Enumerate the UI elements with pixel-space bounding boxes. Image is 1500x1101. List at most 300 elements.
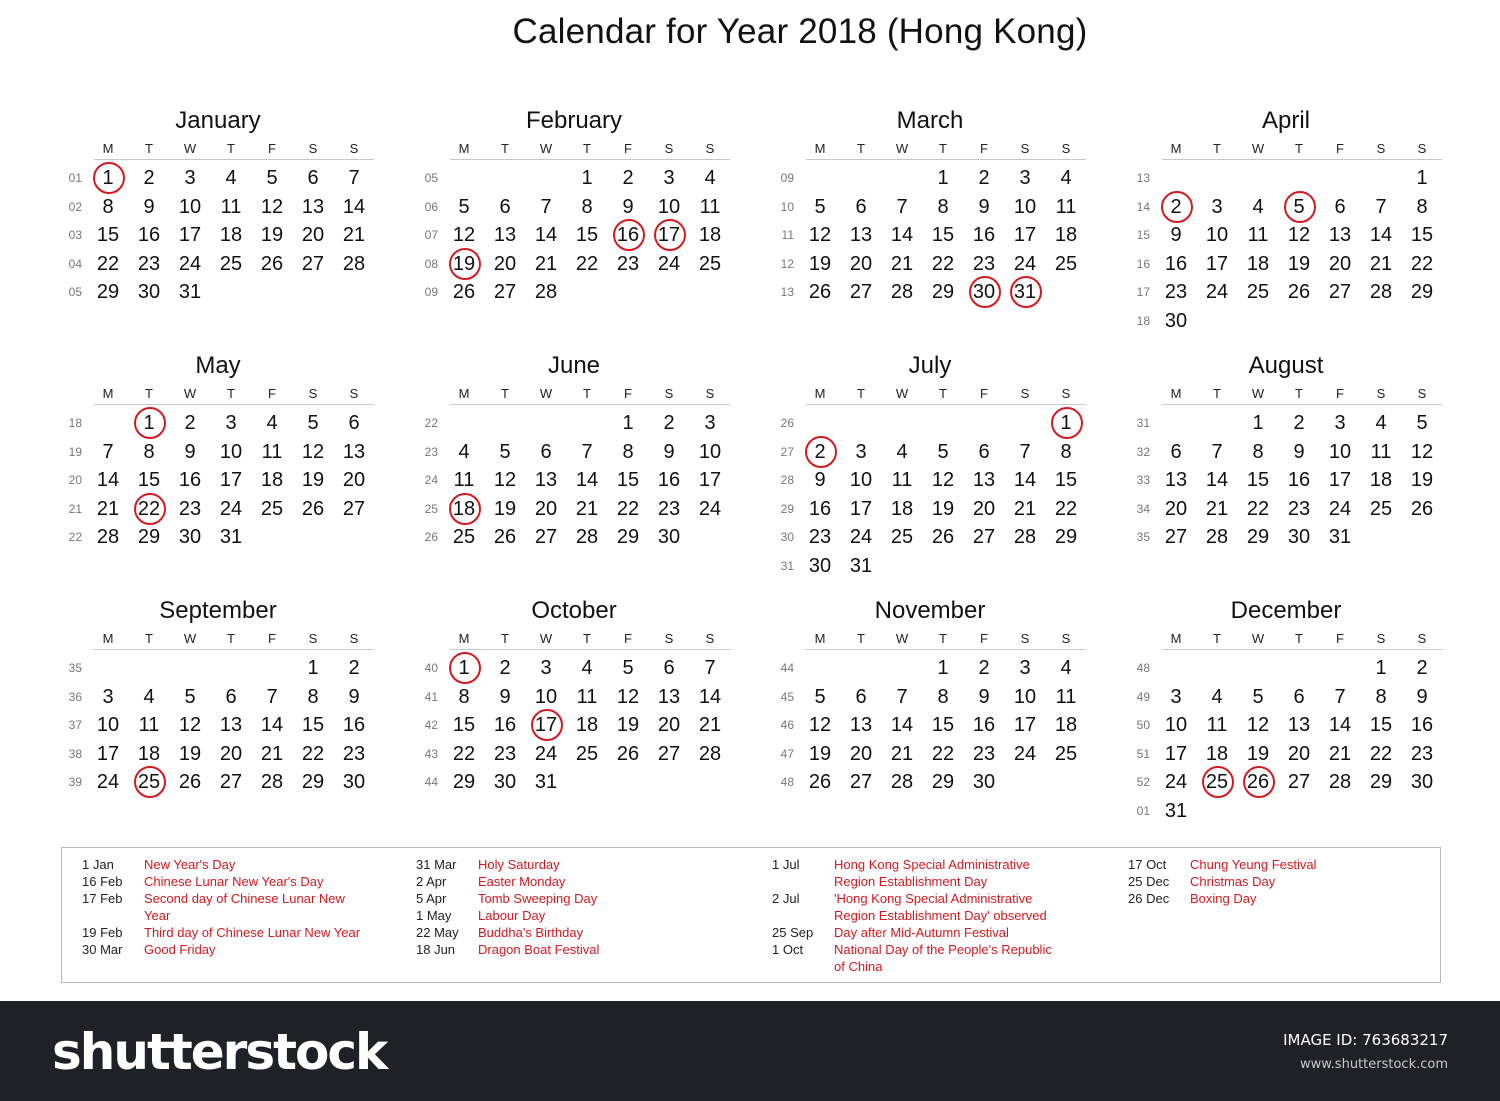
day-cell: 8 (581, 195, 593, 218)
day-cell: 4 (704, 167, 716, 189)
day-cell: 19 (1410, 469, 1434, 492)
week-number: 44 (424, 775, 438, 790)
day-cell: 28 (260, 771, 284, 794)
day-cell: 16 (972, 714, 996, 737)
week-number: 05 (424, 171, 438, 185)
month-march (770, 108, 1090, 348)
month-october (414, 598, 734, 838)
week-number: 08 (424, 256, 438, 271)
weekday-header: T (501, 631, 509, 646)
day-cell: 12 (1287, 224, 1311, 247)
day-cell: 28 (698, 742, 722, 765)
day-cell: 6 (225, 685, 237, 708)
holiday-day-cell: 22 (131, 495, 167, 523)
day-cell: 1 (622, 412, 634, 434)
legend-date: 18 Jun (416, 942, 456, 957)
legend-holiday-name: Hong Kong Special Administrative (834, 857, 1030, 872)
weekday-header: M (458, 141, 470, 156)
header-rule (450, 404, 730, 405)
weekday-header: F (1336, 386, 1344, 401)
day-cell: 28 (1205, 526, 1229, 549)
month-name: March (896, 107, 964, 134)
day-cell: 5 (622, 657, 634, 679)
weekday-header: T (939, 386, 947, 401)
weekday-header: S (349, 141, 359, 156)
day-cell: 15 (1054, 469, 1078, 492)
week-number: 22 (424, 416, 438, 430)
day-cell: 2 (499, 657, 511, 679)
day-cell: 20 (1287, 742, 1311, 765)
week-number: 07 (424, 228, 438, 243)
weekday-header: S (1376, 631, 1386, 646)
legend-date: 26 Dec (1128, 891, 1170, 906)
weekday-header: S (1020, 386, 1030, 401)
week-number: 02 (68, 199, 82, 214)
day-cell: 17 (96, 742, 120, 765)
day-cell: 27 (972, 526, 996, 549)
weekday-header: W (539, 386, 553, 401)
day-cell: 5 (307, 412, 319, 434)
month-name: June (547, 352, 601, 379)
week-number: 05 (68, 285, 82, 300)
weekday-header: S (664, 386, 674, 401)
day-cell: 1 (937, 657, 949, 679)
week-number: 28 (780, 473, 794, 488)
day-cell: 7 (1019, 440, 1031, 463)
day-cell: 11 (1247, 224, 1269, 247)
day-cell: 10 (698, 440, 722, 463)
weekday-header: S (349, 631, 359, 646)
day-cell: 5 (1252, 685, 1264, 708)
day-cell: 30 (1287, 526, 1311, 549)
day-cell: 27 (493, 281, 517, 304)
day-cell: 31 (1328, 526, 1352, 549)
day-cell: 26 (808, 281, 832, 304)
day-cell: 18 (890, 497, 914, 520)
weekday-header: T (227, 386, 235, 401)
weekday-header: T (1295, 386, 1303, 401)
day-cell: 22 (575, 252, 599, 275)
day-cell: 3 (102, 685, 114, 708)
day-cell: 20 (657, 714, 681, 737)
day-cell: 10 (1013, 685, 1037, 708)
weekday-header: S (1417, 141, 1427, 156)
week-number: 41 (424, 689, 438, 704)
day-cell: 24 (534, 742, 558, 765)
day-cell: 28 (1369, 281, 1393, 304)
day-cell: 23 (808, 526, 832, 549)
legend-date: 5 Apr (416, 891, 447, 906)
day-cell: 11 (1055, 685, 1077, 708)
day-cell: 18 (1369, 469, 1393, 492)
day-cell: 6 (499, 195, 511, 218)
legend-holiday-name: Easter Monday (478, 874, 566, 889)
day-cell: 19 (301, 469, 325, 492)
day-cell: 25 (1054, 742, 1078, 765)
holiday-day-cell: 19 (446, 250, 482, 278)
day-cell: 14 (890, 224, 914, 247)
day-cell: 8 (937, 195, 949, 218)
day-cell: 20 (972, 497, 996, 520)
holiday-day-cell: 2 (1158, 193, 1194, 221)
weekday-header: S (1061, 141, 1071, 156)
day-cell: 7 (704, 657, 716, 679)
weekday-header: T (939, 141, 947, 156)
day-cell: 3 (663, 167, 675, 189)
day-cell: 2 (143, 167, 155, 189)
week-number: 31 (1136, 416, 1150, 430)
day-cell: 25 (698, 252, 722, 275)
day-cell: 17 (1205, 252, 1229, 275)
day-cell: 18 (260, 469, 284, 492)
week-number: 11 (781, 228, 794, 243)
legend-date: 16 Feb (82, 874, 123, 889)
day-cell: 28 (890, 281, 914, 304)
day-cell: 6 (1293, 685, 1305, 708)
week-number: 45 (780, 689, 794, 704)
day-cell: 6 (978, 440, 990, 463)
day-cell: 22 (931, 252, 955, 275)
day-cell: 6 (855, 195, 867, 218)
day-cell: 19 (808, 252, 832, 275)
day-cell: 10 (178, 195, 202, 218)
day-cell: 22 (931, 742, 955, 765)
holiday-day-cell: 25 (1199, 768, 1235, 796)
day-cell: 24 (178, 252, 202, 275)
day-cell: 13 (972, 469, 996, 492)
day-cell: 5 (184, 685, 196, 708)
day-cell: 14 (96, 469, 120, 492)
weekday-header: S (1376, 386, 1386, 401)
month-name: April (1261, 107, 1310, 134)
day-cell: 23 (972, 252, 996, 275)
month-name: January (175, 107, 261, 134)
weekday-header: M (102, 141, 114, 156)
footer-bar (0, 1001, 1500, 1101)
day-cell: 7 (896, 195, 908, 218)
day-cell: 11 (261, 440, 283, 463)
day-cell: 4 (1375, 412, 1387, 434)
week-number: 42 (424, 718, 438, 733)
day-cell: 9 (814, 469, 826, 492)
day-cell: 13 (493, 224, 517, 247)
weekday-header: T (857, 141, 865, 156)
month-september (58, 598, 378, 838)
day-cell: 19 (616, 714, 640, 737)
month-july (770, 353, 1090, 593)
day-cell: 30 (178, 526, 202, 549)
day-cell: 9 (663, 440, 675, 463)
day-cell: 14 (342, 195, 366, 218)
day-cell: 18 (575, 714, 599, 737)
day-cell: 26 (1410, 497, 1434, 520)
weekday-header: W (183, 631, 197, 646)
day-cell: 27 (657, 742, 681, 765)
week-number: 48 (1136, 661, 1150, 675)
day-cell: 9 (1293, 440, 1305, 463)
day-cell: 3 (1334, 412, 1346, 434)
day-cell: 18 (1054, 714, 1078, 737)
holiday-day-cell: 1 (1048, 409, 1084, 437)
week-number: 20 (68, 473, 82, 488)
week-number: 06 (424, 199, 438, 214)
day-cell: 17 (698, 469, 722, 492)
weekday-header: F (624, 141, 632, 156)
day-cell: 31 (534, 771, 558, 794)
day-cell: 8 (1416, 195, 1428, 218)
day-cell: 5 (814, 195, 826, 218)
day-cell: 8 (937, 685, 949, 708)
month-november (770, 598, 1090, 838)
day-cell: 4 (1252, 195, 1264, 218)
week-number: 17 (1136, 285, 1150, 300)
weekday-header: W (895, 141, 909, 156)
day-cell: 2 (1416, 657, 1428, 679)
legend-holiday-name: Christmas Day (1190, 874, 1276, 889)
day-cell: 15 (301, 714, 325, 737)
weekday-header: M (102, 631, 114, 646)
day-cell: 8 (102, 195, 114, 218)
day-cell: 4 (896, 440, 908, 463)
month-june (414, 353, 734, 593)
holiday-day-cell: 5 (1281, 193, 1317, 221)
day-cell: 27 (342, 497, 366, 520)
weekday-header: T (857, 631, 865, 646)
week-number: 26 (780, 416, 794, 430)
day-cell: 21 (342, 224, 366, 247)
day-cell: 16 (808, 497, 832, 520)
day-cell: 13 (849, 714, 873, 737)
day-cell: 12 (452, 224, 476, 247)
day-cell: 16 (342, 714, 366, 737)
day-cell: 29 (616, 526, 640, 549)
week-number: 43 (424, 746, 438, 761)
day-cell: 18 (698, 224, 722, 247)
day-cell: 29 (1246, 526, 1270, 549)
weekday-header: M (1170, 141, 1182, 156)
month-name: May (195, 352, 241, 379)
day-cell: 19 (1287, 252, 1311, 275)
month-april (1126, 108, 1446, 348)
day-cell: 26 (931, 526, 955, 549)
day-cell: 2 (978, 167, 990, 189)
day-cell: 24 (1013, 742, 1037, 765)
day-cell: 14 (1328, 714, 1352, 737)
day-cell: 12 (260, 195, 284, 218)
legend-holiday-name: Good Friday (144, 942, 216, 957)
day-cell: 22 (452, 742, 476, 765)
holiday-day-cell: 2 (802, 438, 838, 466)
day-cell: 3 (184, 167, 196, 189)
weekday-header: W (539, 631, 553, 646)
day-cell: 6 (307, 167, 319, 189)
weekday-header: W (1251, 141, 1265, 156)
day-cell: 24 (1328, 497, 1352, 520)
day-cell: 10 (1164, 714, 1188, 737)
day-cell: 7 (581, 440, 593, 463)
day-cell: 5 (499, 440, 511, 463)
day-cell: 29 (1054, 526, 1078, 549)
day-cell: 4 (266, 412, 278, 434)
month-name: July (908, 352, 952, 379)
legend-holiday-name: Boxing Day (1190, 891, 1257, 906)
day-cell: 19 (1246, 742, 1270, 765)
week-number: 21 (68, 501, 82, 516)
day-cell: 14 (575, 469, 599, 492)
day-cell: 15 (137, 469, 161, 492)
weekday-header: T (1213, 386, 1221, 401)
day-cell: 31 (219, 526, 243, 549)
day-cell: 24 (96, 771, 120, 794)
day-cell: 7 (266, 685, 278, 708)
weekday-header: W (183, 386, 197, 401)
legend-date: 25 Sep (772, 925, 814, 940)
header-rule (1162, 159, 1442, 160)
day-cell: 15 (616, 469, 640, 492)
brand-logo: shutterstock (52, 1023, 387, 1081)
day-cell: 20 (493, 252, 517, 275)
day-cell: 26 (260, 252, 284, 275)
day-cell: 26 (616, 742, 640, 765)
day-cell: 11 (576, 685, 598, 708)
day-cell: 17 (1164, 742, 1188, 765)
header-rule (1162, 404, 1442, 405)
weekday-header: T (227, 141, 235, 156)
day-cell: 15 (1410, 224, 1434, 247)
day-cell: 13 (849, 224, 873, 247)
day-cell: 13 (301, 195, 325, 218)
weekday-header: M (814, 386, 826, 401)
day-cell: 12 (931, 469, 955, 492)
day-cell: 22 (1246, 497, 1270, 520)
weekday-header: S (308, 386, 318, 401)
day-cell: 13 (1287, 714, 1311, 737)
week-number: 47 (780, 746, 794, 761)
day-cell: 17 (178, 224, 202, 247)
day-cell: 9 (348, 685, 360, 708)
month-december (1126, 598, 1446, 838)
day-cell: 24 (1205, 281, 1229, 304)
month-february (414, 108, 734, 348)
day-cell: 16 (493, 714, 517, 737)
day-cell: 20 (1164, 497, 1188, 520)
weekday-header: F (624, 386, 632, 401)
day-cell: 3 (704, 412, 716, 434)
day-cell: 17 (219, 469, 243, 492)
week-number: 09 (424, 285, 438, 300)
day-cell: 6 (540, 440, 552, 463)
day-cell: 26 (1287, 281, 1311, 304)
day-cell: 2 (184, 412, 196, 434)
day-cell: 14 (1205, 469, 1229, 492)
day-cell: 2 (978, 657, 990, 679)
legend-holiday-name: Labour Day (478, 908, 546, 923)
day-cell: 24 (849, 526, 873, 549)
day-cell: 28 (575, 526, 599, 549)
day-cell: 22 (616, 497, 640, 520)
legend-holiday-name: Second day of Chinese Lunar New (144, 891, 345, 906)
day-cell: 14 (260, 714, 284, 737)
day-cell: 15 (931, 224, 955, 247)
day-cell: 29 (931, 771, 955, 794)
day-cell: 25 (575, 742, 599, 765)
weekday-header: F (268, 386, 276, 401)
day-cell: 20 (301, 224, 325, 247)
day-cell: 1 (1375, 657, 1387, 679)
day-cell: 27 (1287, 771, 1311, 794)
day-cell: 30 (137, 281, 161, 304)
weekday-header: T (939, 631, 947, 646)
day-cell: 23 (342, 742, 366, 765)
header-rule (806, 404, 1086, 405)
day-cell: 4 (143, 685, 155, 708)
holiday-day-cell: 18 (446, 495, 482, 523)
day-cell: 11 (699, 195, 721, 218)
day-cell: 1 (1252, 412, 1264, 434)
holiday-day-cell: 16 (610, 221, 646, 249)
day-cell: 12 (178, 714, 202, 737)
weekday-header: M (814, 141, 826, 156)
day-cell: 11 (1055, 195, 1077, 218)
weekday-header: S (1020, 141, 1030, 156)
header-rule (450, 649, 730, 650)
site-url: www.shutterstock.com (1299, 1057, 1448, 1072)
day-cell: 19 (178, 742, 202, 765)
day-cell: 12 (1246, 714, 1270, 737)
day-cell: 7 (896, 685, 908, 708)
day-cell: 25 (452, 526, 476, 549)
day-cell: 15 (96, 224, 120, 247)
holiday-day-cell: 25 (131, 768, 167, 796)
weekday-header: F (1336, 141, 1344, 156)
day-cell: 18 (1054, 224, 1078, 247)
legend-date: 30 Mar (82, 942, 123, 957)
legend-date: 25 Dec (1128, 874, 1170, 889)
day-cell: 22 (96, 252, 120, 275)
week-number: 31 (780, 559, 794, 573)
day-cell: 27 (849, 281, 873, 304)
day-cell: 3 (1170, 685, 1182, 708)
weekday-header: M (1170, 386, 1182, 401)
day-cell: 11 (453, 469, 475, 492)
legend-holiday-name: Dragon Boat Festival (478, 942, 600, 957)
image-id-label: IMAGE ID: 763683217 (1283, 1031, 1448, 1049)
week-number: 32 (1136, 444, 1150, 459)
legend-holiday-name: Chinese Lunar New Year's Day (144, 874, 324, 889)
day-cell: 7 (1211, 440, 1223, 463)
day-cell: 15 (1369, 714, 1393, 737)
day-cell: 4 (1060, 657, 1072, 679)
weekday-header: F (980, 631, 988, 646)
day-cell: 9 (184, 440, 196, 463)
weekday-header: T (1213, 141, 1221, 156)
day-cell: 8 (1375, 685, 1387, 708)
day-cell: 10 (657, 195, 681, 218)
day-cell: 16 (1164, 252, 1188, 275)
weekday-header: W (895, 631, 909, 646)
day-cell: 27 (219, 771, 243, 794)
day-cell: 6 (855, 685, 867, 708)
day-cell: 3 (1019, 657, 1031, 679)
weekday-header: S (1061, 631, 1071, 646)
weekday-header: S (349, 386, 359, 401)
weekday-header: S (705, 631, 715, 646)
day-cell: 30 (808, 555, 832, 577)
day-cell: 21 (534, 252, 558, 275)
week-number: 38 (68, 746, 82, 761)
day-cell: 27 (1328, 281, 1352, 304)
day-cell: 2 (348, 657, 360, 679)
